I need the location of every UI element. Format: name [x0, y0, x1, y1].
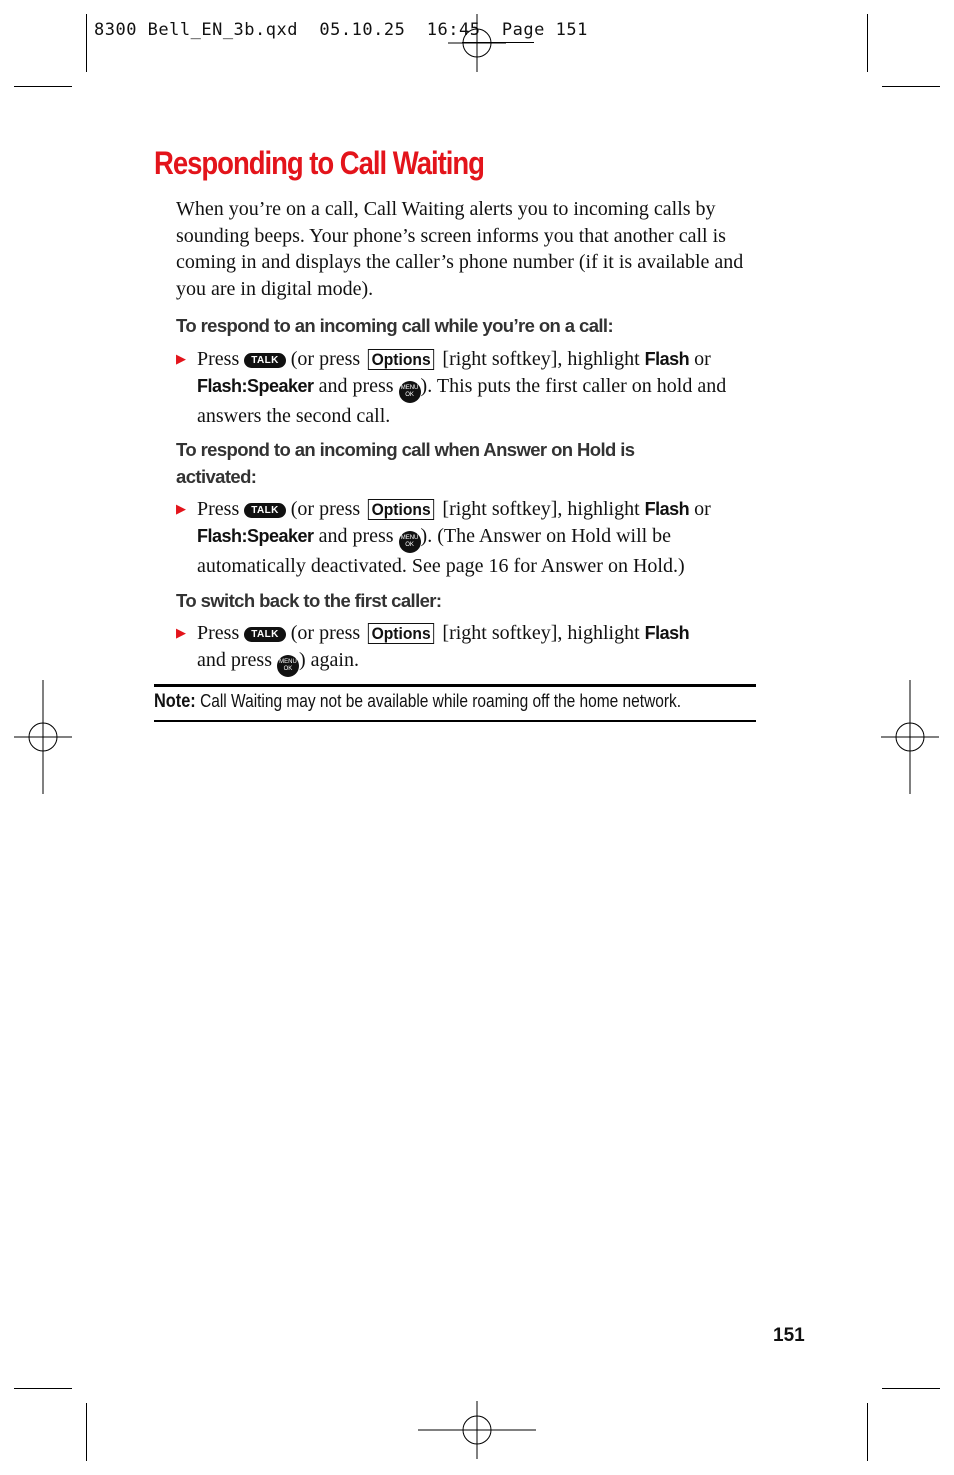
- options-softkey-icon: Options: [368, 499, 434, 520]
- options-softkey-icon: Options: [368, 349, 434, 370]
- crop-mark: [14, 1388, 72, 1389]
- registration-mark-icon: [14, 680, 74, 796]
- bullet-arrow-icon: ▶: [176, 351, 186, 366]
- menu-item-flash-speaker: Flash:Speaker: [197, 375, 314, 396]
- note-rule-top: [154, 684, 756, 687]
- talk-key-icon: TALK: [244, 503, 286, 518]
- crop-mark: [14, 86, 72, 87]
- crop-mark: [86, 14, 87, 72]
- talk-key-icon: TALK: [244, 353, 286, 368]
- menu-ok-key-icon: MENU OK: [399, 381, 421, 403]
- menu-item-flash: Flash: [644, 623, 690, 643]
- menu-ok-key-icon: MENU OK: [399, 531, 421, 553]
- instruction-step: ▶ Press TALK (or press Options [right softkey], highlight Flash or Flash:Speaker and press MENU OK ). This puts the first caller on hold and answers the second call.: [176, 348, 727, 427]
- section-heading: To respond to an incoming call while you’re on a call:: [176, 315, 614, 336]
- note-box: [154, 688, 704, 715]
- section-heading: To respond to an incoming call when Answer on Hold is activated:: [176, 439, 635, 487]
- crop-mark: [882, 1388, 940, 1389]
- intro-paragraph: When you’re on a call, Call Waiting alerts you to incoming calls by sounding beeps. Your phone’s screen informs you that another call is coming in and displays the caller’s phone number (if it is available and you are in digital mode).: [176, 198, 744, 300]
- bullet-arrow-icon: ▶: [176, 501, 186, 516]
- note-rule-bottom: [154, 720, 756, 722]
- crop-mark: [867, 1403, 868, 1461]
- page-title: Responding to Call Waiting: [154, 145, 484, 181]
- printer-slug: 8300 Bell_EN_3b.qxd 05.10.25 16:45 Page 151: [94, 20, 588, 40]
- options-softkey-icon: Options: [368, 623, 434, 644]
- registration-mark-icon: [448, 14, 508, 74]
- note-text: Call Waiting may not be available while roaming off the home network.: [200, 691, 682, 711]
- menu-item-flash-speaker: Flash:Speaker: [197, 525, 314, 546]
- crop-mark: [86, 1403, 87, 1461]
- bullet-arrow-icon: ▶: [176, 625, 186, 640]
- note-label: Note:: [154, 691, 196, 712]
- instruction-step: ▶ Press TALK (or press Options [right softkey], highlight Flash and press MENU OK ) again.: [176, 620, 756, 677]
- crop-mark: [882, 86, 940, 87]
- instruction-step: ▶ Press TALK (or press Options [right softkey], highlight Flash or Flash:Speaker and press MENU OK ). (The Answer on Hold will be automatically deactivated. See page 16 for Answer on Hold.): [176, 498, 711, 577]
- registration-mark-icon: [881, 680, 941, 796]
- crop-mark: [867, 14, 868, 72]
- registration-mark-icon: [418, 1401, 538, 1461]
- menu-item-flash: Flash: [644, 349, 690, 369]
- menu-ok-key-icon: MENU OK: [277, 655, 299, 677]
- section-heading: To switch back to the first caller:: [176, 590, 442, 611]
- menu-item-flash: Flash: [644, 499, 690, 519]
- talk-key-icon: TALK: [244, 627, 286, 642]
- page-number: 151: [773, 1325, 805, 1346]
